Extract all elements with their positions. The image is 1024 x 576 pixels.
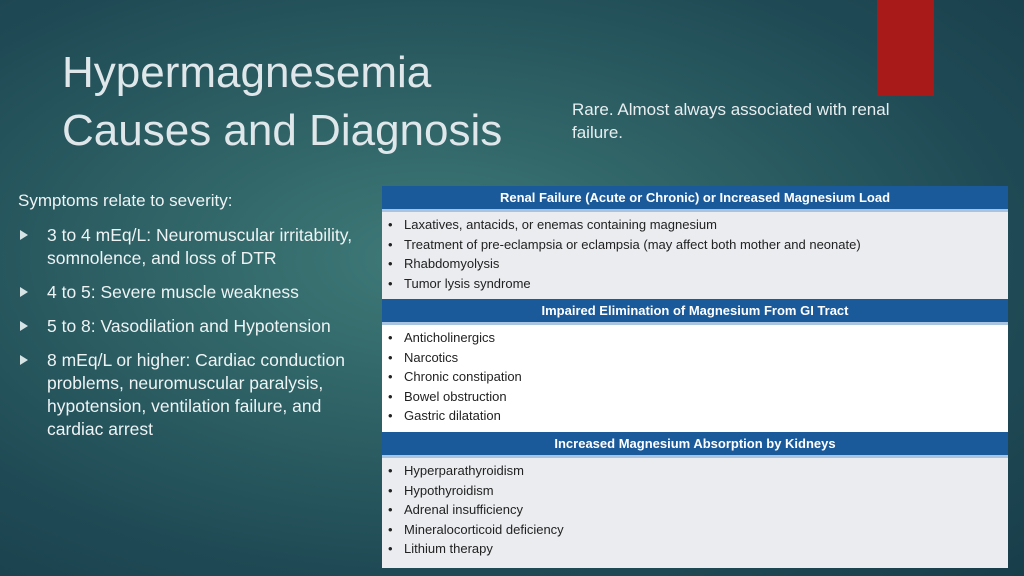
cause-item: • Treatment of pre-eclampsia or eclampsia (may affect both mother and neonate) bbox=[382, 235, 1008, 255]
symptoms-panel bbox=[18, 190, 368, 452]
cause-item: • Hyperparathyroidism bbox=[382, 461, 1008, 481]
subtitle: Rare. Almost always associated with renal failure. bbox=[572, 100, 890, 142]
cause-item: • Narcotics bbox=[382, 348, 1008, 368]
symptom-item: 3 to 4 mEq/L: Neuromuscular irritability, somnolence, and loss of DTR bbox=[18, 224, 368, 270]
symptoms-heading: Symptoms relate to severity: bbox=[18, 191, 233, 210]
section-body-gi-tract bbox=[382, 325, 1008, 432]
symptom-item: 8 mEq/L or higher: Cardiac conduction problems, neuromuscular paralysis, hypotension, ventilation failure, and cardiac arrest bbox=[18, 349, 368, 441]
cause-item: • Laxatives, antacids, or enemas containing magnesium bbox=[382, 215, 1008, 235]
triangle-bullet-icon bbox=[20, 230, 28, 240]
cause-item: • Rhabdomyolysis bbox=[382, 254, 1008, 274]
symptom-item: 4 to 5: Severe muscle weakness bbox=[18, 281, 368, 304]
cause-item: • Mineralocorticoid deficiency bbox=[382, 520, 1008, 540]
section-body-kidney-absorption bbox=[382, 458, 1008, 568]
cause-item: • Bowel obstruction bbox=[382, 387, 1008, 407]
slide-title bbox=[62, 44, 502, 160]
title-line-1: Hypermagnesemia bbox=[62, 48, 432, 97]
accent-bar bbox=[877, 0, 934, 96]
section-heading-renal-failure: Renal Failure (Acute or Chronic) or Increased Magnesium Load bbox=[382, 186, 1008, 212]
cause-item: • Anticholinergics bbox=[382, 328, 1008, 348]
section-heading-gi-tract: Impaired Elimination of Magnesium From GI Tract bbox=[382, 299, 1008, 325]
triangle-bullet-icon bbox=[20, 287, 28, 297]
cause-item: • Chronic constipation bbox=[382, 367, 1008, 387]
cause-item: • Gastric dilatation bbox=[382, 406, 1008, 426]
title-line-2: Causes and Diagnosis bbox=[62, 106, 503, 155]
triangle-bullet-icon bbox=[20, 321, 28, 331]
section-body-renal-failure bbox=[382, 212, 1008, 299]
causes-table bbox=[382, 186, 1008, 563]
symptoms-list bbox=[18, 224, 368, 441]
cause-item: • Hypothyroidism bbox=[382, 481, 1008, 501]
symptom-item: 5 to 8: Vasodilation and Hypotension bbox=[18, 315, 368, 338]
cause-item: • Tumor lysis syndrome bbox=[382, 274, 1008, 294]
cause-item: • Lithium therapy bbox=[382, 539, 1008, 559]
triangle-bullet-icon bbox=[20, 355, 28, 365]
section-heading-kidney-absorption: Increased Magnesium Absorption by Kidneys bbox=[382, 432, 1008, 458]
cause-item: • Adrenal insufficiency bbox=[382, 500, 1008, 520]
